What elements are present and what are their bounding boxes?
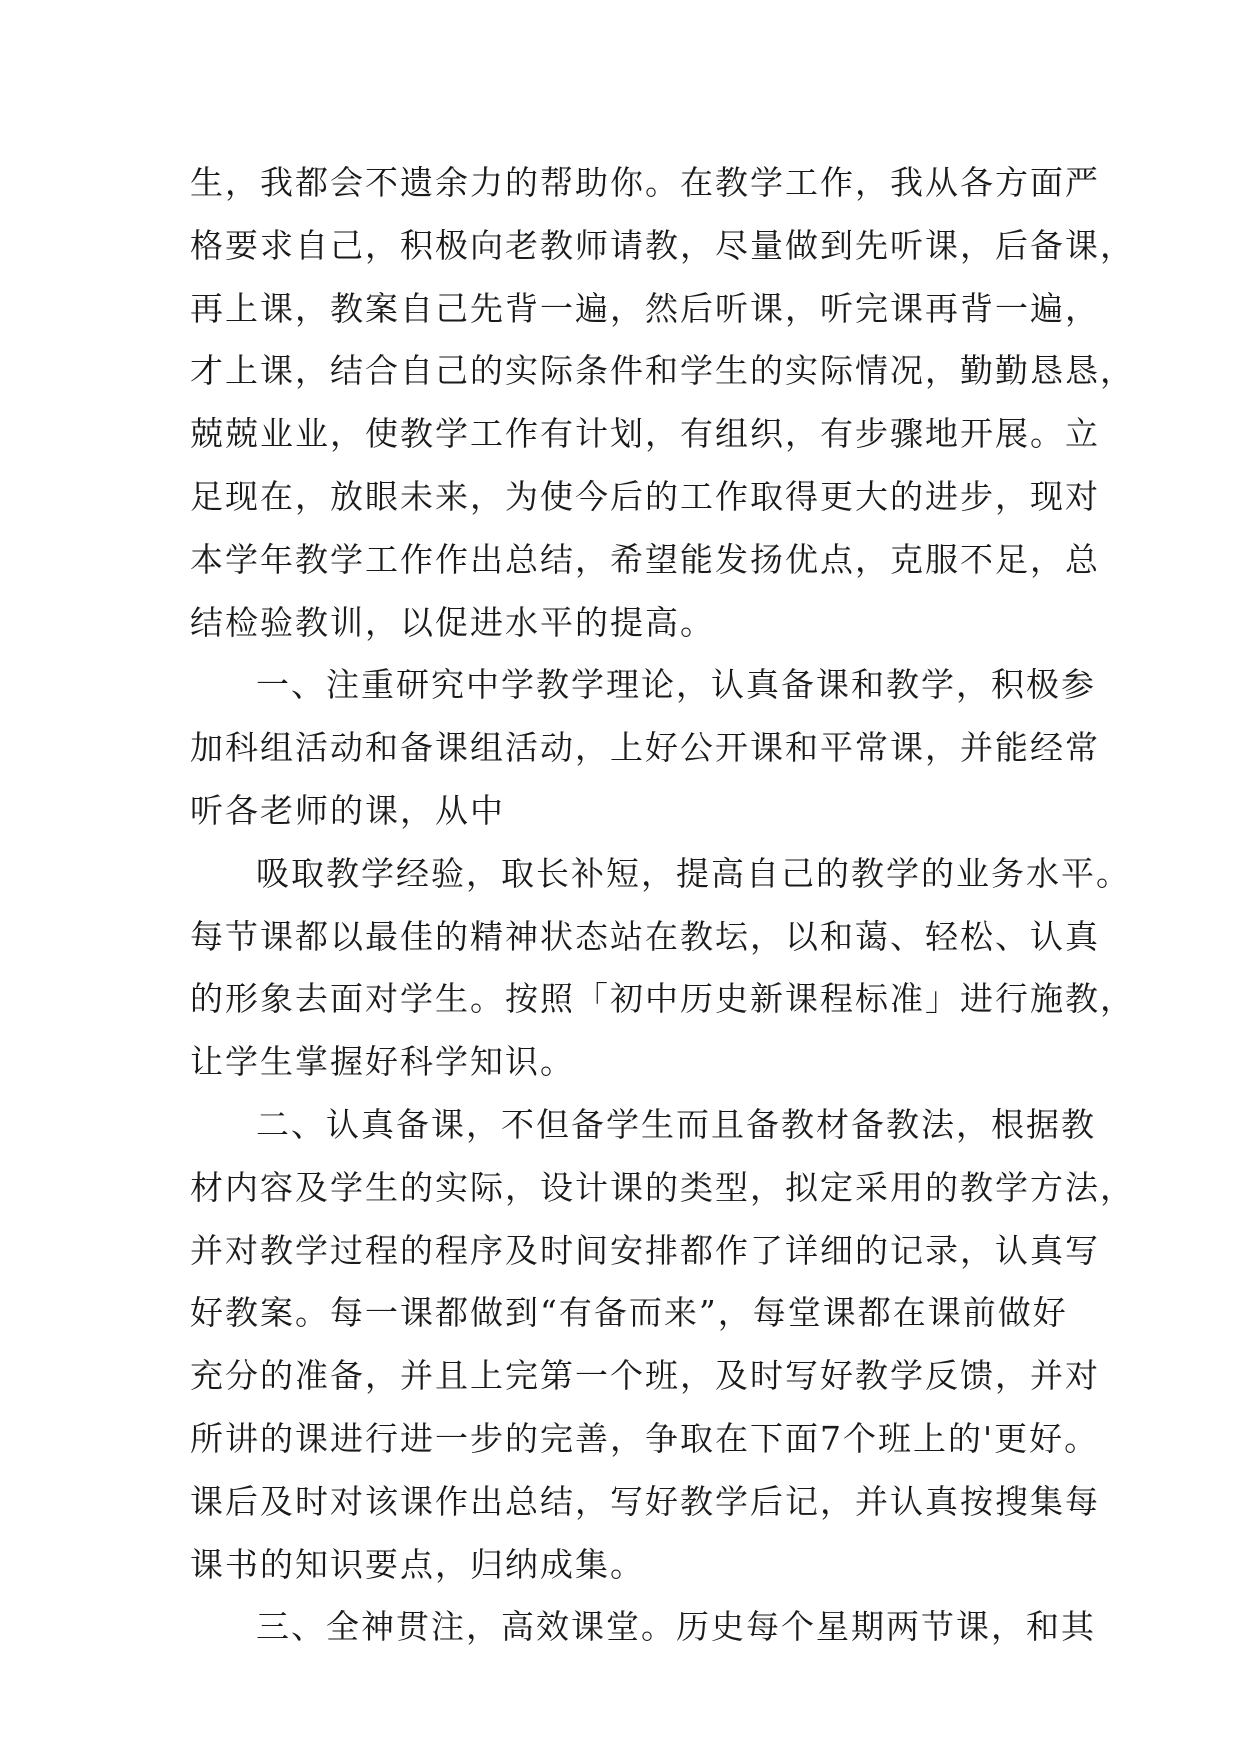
- text-line: 充分的准备，并且上完第一个班，及时写好教学反馈，并对: [190, 1356, 1100, 1396]
- text-line: 再上课，教案自己先背一遍，然后听课，听完课再背一遍，: [190, 288, 1100, 328]
- text-line: 生，我都会不遗余力的帮助你。在教学工作，我从各方面严: [190, 163, 1100, 202]
- text-line: 足现在，放眼未来，为使今后的工作取得更大的进步，现对: [190, 476, 1100, 516]
- text-line: 兢兢业业，使教学工作有计划，有组织，有步骤地开展。立: [190, 414, 1100, 454]
- text-line: 结检验教训，以促进水平的提高。: [190, 602, 715, 642]
- paragraph-start-line: 一、注重研究中学教学理论，认真备课和教学，积极参: [256, 665, 1096, 705]
- text-line: 听各老师的课，从中: [190, 790, 505, 830]
- text-line: 格要求自己，积极向老教师请教，尽量做到先听课，后备课，: [190, 225, 1135, 265]
- text-line: 并对教学过程的程序及时间安排都作了详细的记录，认真写: [190, 1230, 1100, 1270]
- paragraph-start-line: 二、认真备课，不但备学生而且备教材备教法，根据教: [256, 1104, 1096, 1144]
- text-line: 才上课，结合自己的实际条件和学生的实际情况，勤勤恳恳，: [190, 351, 1135, 391]
- paragraph-start-line: 吸取教学经验，取长补短，提高自己的教学的业务水平。: [256, 853, 1131, 893]
- text-line: 材内容及学生的实际，设计课的类型，拟定采用的教学方法，: [190, 1167, 1135, 1207]
- text-line: 课书的知识要点，归纳成集。: [190, 1544, 645, 1584]
- text-line: 课后及时对该课作出总结，写好教学后记，并认真按搜集每: [190, 1481, 1100, 1521]
- text-line: 本学年教学工作作出总结，希望能发扬优点，克服不足，总: [190, 539, 1100, 579]
- paragraph-start-line: 三、全神贯注，高效课堂。历史每个星期两节课，和其: [256, 1607, 1096, 1647]
- text-line: 好教案。每一课都做到“有备而来”，每堂课都在课前做好: [190, 1293, 1068, 1333]
- text-line: 所讲的课进行进一步的完善，争取在下面7个班上的'更好。: [190, 1418, 1100, 1458]
- text-line: 的形象去面对学生。按照「初中历史新课程标准」进行施教，: [190, 979, 1135, 1019]
- text-line: 加科组活动和备课组活动，上好公开课和平常课，并能经常: [190, 728, 1100, 768]
- document-body: [190, 152, 1135, 1659]
- text-line: 每节课都以最佳的精神状态站在教坛，以和蔼、轻松、认真: [190, 916, 1100, 956]
- text-line: 让学生掌握好科学知识。: [190, 1042, 575, 1082]
